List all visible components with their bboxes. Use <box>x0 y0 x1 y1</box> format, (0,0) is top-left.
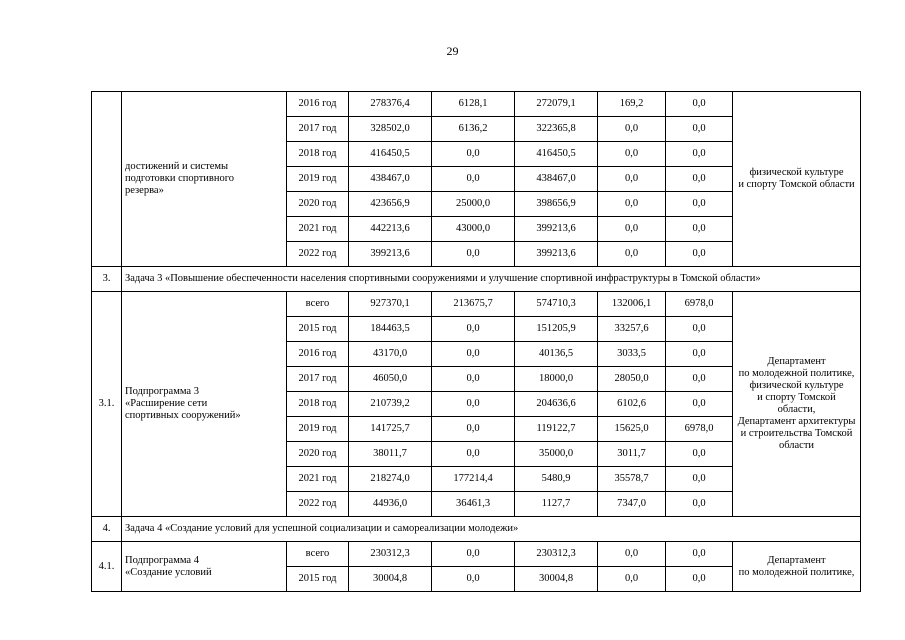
federal-cell: 6128,1 <box>432 92 515 117</box>
total-cell: 38011,7 <box>349 442 432 467</box>
local-cell: 35578,7 <box>598 467 666 492</box>
program-name-line: Подпрограмма 4 <box>125 554 199 566</box>
other-cell: 0,0 <box>666 567 733 592</box>
table-row <box>92 92 861 117</box>
other-cell: 0,0 <box>666 467 733 492</box>
local-cell: 0,0 <box>598 192 666 217</box>
year-cell: всего <box>287 292 349 317</box>
total-cell: 230312,3 <box>349 542 432 567</box>
program-name-line: резерва» <box>125 185 164 196</box>
other-cell: 0,0 <box>666 117 733 142</box>
responsible-line: по молодежной политике, <box>738 368 855 379</box>
local-cell: 3011,7 <box>598 442 666 467</box>
program-name-line: подготовки спортивного <box>125 173 235 184</box>
responsible-line: Департамент архитектуры <box>737 416 856 427</box>
responsible-line: области, <box>777 404 816 415</box>
local-cell: 0,0 <box>598 567 666 592</box>
total-cell: 442213,6 <box>349 217 432 242</box>
regional-cell: 119122,7 <box>515 417 598 442</box>
task-row <box>92 267 861 292</box>
year-cell: 2022 год <box>287 242 349 267</box>
regional-cell: 30004,8 <box>515 567 598 592</box>
program-name-line: достижений и системы <box>125 161 229 172</box>
other-cell: 6978,0 <box>666 417 733 442</box>
total-cell: 399213,6 <box>349 242 432 267</box>
federal-cell: 0,0 <box>432 342 515 367</box>
total-cell: 416450,5 <box>349 142 432 167</box>
local-cell: 28050,0 <box>598 367 666 392</box>
local-cell: 0,0 <box>598 242 666 267</box>
regional-cell: 272079,1 <box>515 92 598 117</box>
federal-cell: 0,0 <box>432 142 515 167</box>
regional-cell: 322365,8 <box>515 117 598 142</box>
federal-cell: 36461,3 <box>432 492 515 517</box>
local-cell: 0,0 <box>598 142 666 167</box>
other-cell: 0,0 <box>666 142 733 167</box>
year-cell: 2017 год <box>287 117 349 142</box>
year-cell: 2018 год <box>287 392 349 417</box>
responsible-line: Департамент <box>767 554 826 566</box>
federal-cell: 0,0 <box>432 317 515 342</box>
local-cell: 33257,6 <box>598 317 666 342</box>
local-cell: 0,0 <box>598 117 666 142</box>
task-index: 4. <box>92 517 122 542</box>
year-cell: 2015 год <box>287 317 349 342</box>
responsible-line: и строительства Томской <box>740 428 853 439</box>
responsible-executor <box>733 92 861 267</box>
program-name <box>122 542 287 592</box>
responsible-line: области <box>778 440 815 451</box>
total-cell: 210739,2 <box>349 392 432 417</box>
task-text: Задача 4 «Создание условий для успешной социализации и самореализации молодежи» <box>122 517 861 542</box>
other-cell: 0,0 <box>666 217 733 242</box>
year-cell: 2021 год <box>287 467 349 492</box>
local-cell: 15625,0 <box>598 417 666 442</box>
year-cell: 2017 год <box>287 367 349 392</box>
responsible-line: физической культуре <box>749 380 844 391</box>
total-cell: 46050,0 <box>349 367 432 392</box>
local-cell: 7347,0 <box>598 492 666 517</box>
regional-cell: 204636,6 <box>515 392 598 417</box>
year-cell: 2022 год <box>287 492 349 517</box>
row-index: 4.1. <box>92 542 122 592</box>
regional-cell: 18000,0 <box>515 367 598 392</box>
total-cell: 184463,5 <box>349 317 432 342</box>
federal-cell: 0,0 <box>432 567 515 592</box>
federal-cell: 0,0 <box>432 242 515 267</box>
regional-cell: 5480,9 <box>515 467 598 492</box>
other-cell: 0,0 <box>666 392 733 417</box>
other-cell: 0,0 <box>666 242 733 267</box>
total-cell: 30004,8 <box>349 567 432 592</box>
program-name-line: «Расширение сети <box>125 398 208 409</box>
year-cell: 2019 год <box>287 167 349 192</box>
total-cell: 141725,7 <box>349 417 432 442</box>
total-cell: 278376,4 <box>349 92 432 117</box>
local-cell: 6102,6 <box>598 392 666 417</box>
federal-cell: 6136,2 <box>432 117 515 142</box>
total-cell: 218274,0 <box>349 467 432 492</box>
regional-cell: 35000,0 <box>515 442 598 467</box>
total-cell: 43170,0 <box>349 342 432 367</box>
regional-cell: 40136,5 <box>515 342 598 367</box>
other-cell: 0,0 <box>666 342 733 367</box>
regional-cell: 230312,3 <box>515 542 598 567</box>
total-cell: 927370,1 <box>349 292 432 317</box>
responsible-line: по молодежной политике, <box>738 566 855 578</box>
other-cell: 6978,0 <box>666 292 733 317</box>
responsible-executor <box>733 292 861 517</box>
federal-cell: 0,0 <box>432 417 515 442</box>
other-cell: 0,0 <box>666 442 733 467</box>
year-cell: 2019 год <box>287 417 349 442</box>
local-cell: 3033,5 <box>598 342 666 367</box>
responsible-line: и спорту Томской области <box>738 179 855 190</box>
year-cell: 2018 год <box>287 142 349 167</box>
responsible-executor <box>733 542 861 592</box>
task-row <box>92 517 861 542</box>
table-row <box>92 542 861 567</box>
other-cell: 0,0 <box>666 542 733 567</box>
regional-cell: 416450,5 <box>515 142 598 167</box>
federal-cell: 0,0 <box>432 442 515 467</box>
federal-cell: 213675,7 <box>432 292 515 317</box>
regional-cell: 574710,3 <box>515 292 598 317</box>
other-cell: 0,0 <box>666 92 733 117</box>
total-cell: 328502,0 <box>349 117 432 142</box>
program-name <box>122 92 287 267</box>
table-row <box>92 292 861 317</box>
federal-cell: 0,0 <box>432 167 515 192</box>
regional-cell: 398656,9 <box>515 192 598 217</box>
program-name-line: «Создание условий <box>125 566 212 578</box>
local-cell: 0,0 <box>598 217 666 242</box>
year-cell: 2016 год <box>287 92 349 117</box>
program-name-line: спортивных сооружений» <box>125 410 241 421</box>
responsible-line: физической культуре <box>749 167 844 178</box>
federal-cell: 0,0 <box>432 392 515 417</box>
task-text: Задача 3 «Повышение обеспеченности населения спортивными сооружениями и улучшение спортивной инфраструктуры в Томской области» <box>122 267 861 292</box>
responsible-line: и спорту Томской <box>757 392 836 403</box>
table-body <box>92 92 861 592</box>
year-cell: 2016 год <box>287 342 349 367</box>
other-cell: 0,0 <box>666 367 733 392</box>
total-cell: 438467,0 <box>349 167 432 192</box>
regional-cell: 399213,6 <box>515 217 598 242</box>
year-cell: 2015 год <box>287 567 349 592</box>
page-number: 29 <box>446 44 459 58</box>
other-cell: 0,0 <box>666 167 733 192</box>
federal-cell: 25000,0 <box>432 192 515 217</box>
responsible-line: Департамент <box>767 356 826 367</box>
row-index <box>92 92 122 267</box>
federal-cell: 0,0 <box>432 367 515 392</box>
federal-cell: 177214,4 <box>432 467 515 492</box>
program-name-line: Подпрограмма 3 <box>125 386 199 397</box>
other-cell: 0,0 <box>666 492 733 517</box>
other-cell: 0,0 <box>666 317 733 342</box>
year-cell: 2020 год <box>287 192 349 217</box>
year-cell: 2020 год <box>287 442 349 467</box>
other-cell: 0,0 <box>666 192 733 217</box>
task-index: 3. <box>92 267 122 292</box>
local-cell: 132006,1 <box>598 292 666 317</box>
regional-cell: 399213,6 <box>515 242 598 267</box>
year-cell: 2021 год <box>287 217 349 242</box>
federal-cell: 43000,0 <box>432 217 515 242</box>
federal-cell: 0,0 <box>432 542 515 567</box>
regional-cell: 1127,7 <box>515 492 598 517</box>
program-name <box>122 292 287 517</box>
total-cell: 423656,9 <box>349 192 432 217</box>
regional-cell: 151205,9 <box>515 317 598 342</box>
row-index: 3.1. <box>92 292 122 517</box>
year-cell: всего <box>287 542 349 567</box>
local-cell: 0,0 <box>598 167 666 192</box>
total-cell: 44936,0 <box>349 492 432 517</box>
local-cell: 0,0 <box>598 542 666 567</box>
local-cell: 169,2 <box>598 92 666 117</box>
regional-cell: 438467,0 <box>515 167 598 192</box>
budget-table <box>91 91 861 592</box>
